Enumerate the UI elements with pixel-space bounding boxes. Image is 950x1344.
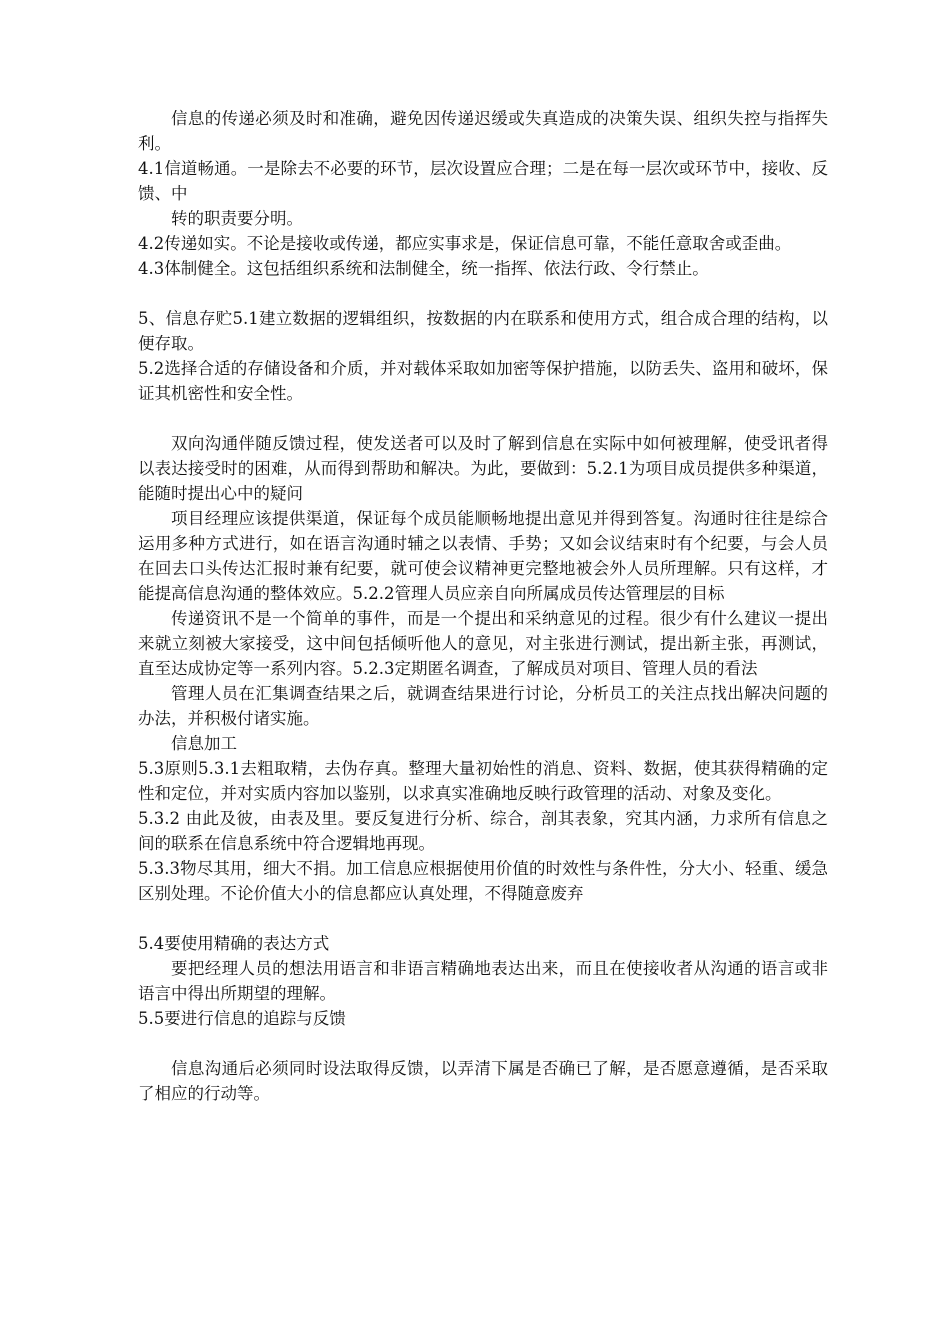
paragraph: 4.3体制健全。这包括组织系统和法制健全，统一指挥、依法行政、令行禁止。	[138, 259, 709, 278]
paragraph: 信息沟通后必须同时设法取得反馈，以弄清下属是否确已了解，是否愿意遵循，是否采取了相应的行动等。	[138, 1059, 828, 1103]
paragraph: 信息的传递必须及时和准确，避免因传递迟缓或失真造成的决策失误、组织失控与指挥失利。	[138, 109, 828, 153]
paragraph: 要把经理人员的想法用语言和非语言精确地表达出来，而且在使接收者从沟通的语言或非语言中得出所期望的理解。	[138, 959, 828, 1003]
paragraph: 4.1信道畅通。一是除去不必要的环节，层次设置应合理；二是在每一层次或环节中，接收、反馈、中	[138, 159, 828, 203]
paragraph-spacer	[138, 906, 828, 931]
paragraph-spacer	[138, 281, 828, 306]
paragraph: 管理人员在汇集调查结果之后，就调查结果进行讨论，分析员工的关注点找出解决问题的办法，并积极付诸实施。	[138, 684, 828, 728]
paragraph: 5.3.2 由此及彼，由表及里。要反复进行分析、综合，剖其表象，究其内涵，力求所有信息之间的联系在信息系统中符合逻辑地再现。	[138, 809, 828, 853]
paragraph-spacer	[138, 406, 828, 431]
paragraph: 4.2传递如实。不论是接收或传递，都应实事求是，保证信息可靠，不能任意取舍或歪曲。	[138, 234, 792, 253]
paragraph: 5.2选择合适的存储设备和介质，并对载体采取如加密等保护措施，以防丢失、盗用和破坏，保证其机密性和安全性。	[138, 359, 828, 403]
paragraph: 5.3.3物尽其用，细大不捐。加工信息应根据使用价值的时效性与条件性，分大小、轻重、缓急区别处理。不论价值大小的信息都应认真处理，不得随意废弃	[138, 859, 828, 903]
document-body	[138, 106, 828, 1106]
paragraph-spacer	[138, 1031, 828, 1056]
paragraph: 5、信息存贮5.1建立数据的逻辑组织，按数据的内在联系和使用方式，组合成合理的结构，以便存取。	[138, 309, 828, 353]
section-heading: 5.4要使用精确的表达方式	[138, 934, 330, 953]
paragraph: 传递资讯不是一个简单的事件，而是一个提出和采纳意见的过程。很少有什么建议一提出来就立刻被大家接受，这中间包括倾听他人的意见，对主张进行测试，提出新主张，再测试，直至达成协定等一系列内容。5.2.3定期匿名调查，了解成员对项目、管理人员的看法	[138, 609, 828, 678]
section-heading: 信息加工	[171, 734, 237, 753]
paragraph: 双向沟通伴随反馈过程，使发送者可以及时了解到信息在实际中如何被理解，使受讯者得以表达接受时的困难，从而得到帮助和解决。为此，要做到：5.2.1为项目成员提供多种渠道，能随时提出心中的疑问	[138, 434, 828, 503]
paragraph: 5.3原则5.3.1去粗取精，去伪存真。整理大量初始性的消息、资料、数据，使其获得精确的定性和定位，并对实质内容加以鉴别，以求真实准确地反映行政管理的活动、对象及变化。	[138, 759, 828, 803]
paragraph: 转的职责要分明。	[171, 209, 303, 228]
paragraph: 项目经理应该提供渠道，保证每个成员能顺畅地提出意见并得到答复。沟通时往往是综合运用多种方式进行，如在语言沟通时辅之以表情、手势；又如会议结束时有个纪要，与会人员在回去口头传达汇报时兼有纪要，就可使会议精神更完整地被会外人员所理解。只有这样，才能提高信息沟通的整体效应。5.2.2管理人员应亲自向所属成员传达管理层的目标	[138, 509, 828, 603]
section-heading: 5.5要进行信息的追踪与反馈	[138, 1009, 346, 1028]
